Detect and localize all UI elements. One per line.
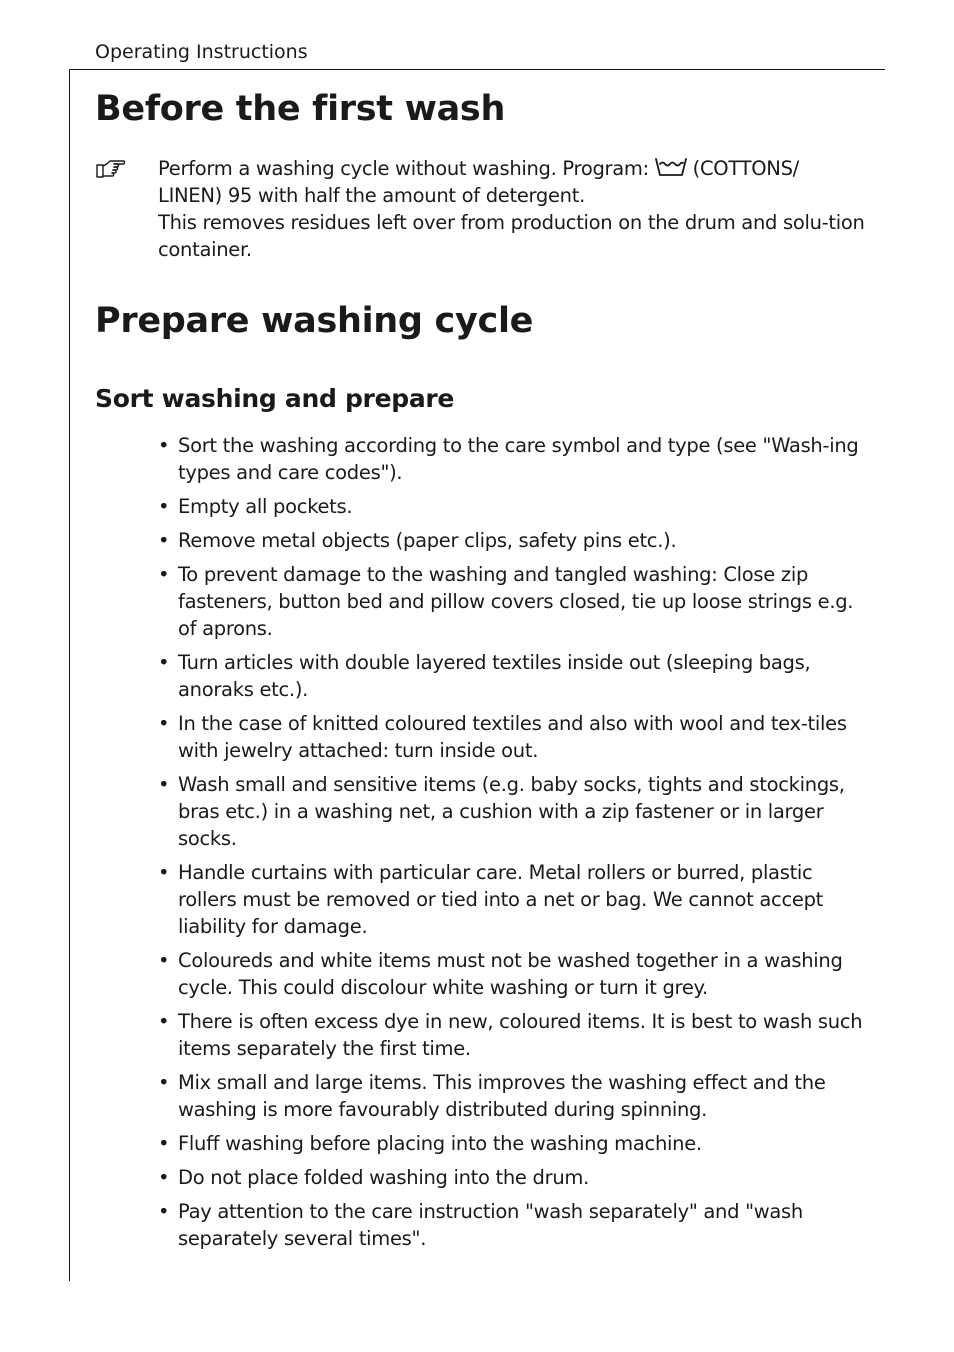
bullet-icon: • (158, 773, 170, 796)
list-item-text: Pay attention to the care instruction "wash separately" and "wash separately several times". (178, 1200, 803, 1250)
bullet-icon: • (158, 861, 170, 884)
list-item (158, 649, 868, 703)
bullet-icon: • (158, 712, 170, 735)
program-text-end: (COTTONS/ LINEN) 95 with half the amount of detergent. (158, 157, 799, 207)
list-item-text: Empty all pockets. (178, 495, 353, 518)
sort-washing-list (158, 432, 868, 1259)
list-item (158, 1069, 868, 1123)
first-wash-instructions (158, 155, 868, 263)
program-text-start: Perform a washing cycle without washing. Program: (158, 157, 655, 180)
bullet-icon: • (158, 495, 170, 518)
list-item (158, 1130, 868, 1157)
margin-rule (69, 69, 70, 1281)
list-item-text: Fluff washing before placing into the washing machine. (178, 1132, 702, 1155)
bullet-icon: • (158, 949, 170, 972)
list-item (158, 561, 868, 642)
bullet-icon: • (158, 434, 170, 457)
list-item-text: Turn articles with double layered textiles inside out (sleeping bags, anoraks etc.). (178, 651, 811, 701)
list-item (158, 1164, 868, 1191)
list-item-text: Remove metal objects (paper clips, safety pins etc.). (178, 529, 677, 552)
heading-before-first-wash: Before the first wash (95, 89, 506, 129)
list-item-text: In the case of knitted coloured textiles and also with wool and tex-tiles with jewelry attached: turn inside out. (178, 712, 847, 762)
list-item-text: Coloureds and white items must not be washed together in a washing cycle. This could discolour white washing or turn it grey. (178, 949, 843, 999)
list-item-text: Do not place folded washing into the drum. (178, 1166, 589, 1189)
list-item (158, 859, 868, 940)
subheading-sort-washing: Sort washing and prepare (95, 384, 455, 413)
bullet-icon: • (158, 651, 170, 674)
list-item (158, 947, 868, 1001)
list-item (158, 432, 868, 486)
heading-prepare-washing-cycle: Prepare washing cycle (95, 301, 534, 341)
list-item (158, 771, 868, 852)
pointing-hand-icon (95, 155, 131, 182)
list-item-text: Sort the washing according to the care symbol and type (see "Wash-ing types and care codes"). (178, 434, 859, 484)
list-item-text: Wash small and sensitive items (e.g. baby socks, tights and stockings, bras etc.) in a washing net, a cushion with a zip fastener or in larger socks. (178, 773, 845, 850)
list-item (158, 710, 868, 764)
bullet-icon: • (158, 563, 170, 586)
list-item-text: Handle curtains with particular care. Metal rollers or burred, plastic rollers must be removed or tied into a net or bag. We cannot accept liability for damage. (178, 861, 824, 938)
wash-tub-icon (655, 157, 687, 177)
bullet-icon: • (158, 1166, 170, 1189)
header-rule (69, 69, 885, 70)
running-header: Operating Instructions (95, 41, 308, 63)
bullet-icon: • (158, 1010, 170, 1033)
list-item-text: There is often excess dye in new, coloured items. It is best to wash such items separately the first time. (178, 1010, 863, 1060)
list-item (158, 1008, 868, 1062)
list-item (158, 1198, 868, 1252)
list-item-text: Mix small and large items. This improves the washing effect and the washing is more favourably distributed during spinning. (178, 1071, 826, 1121)
bullet-icon: • (158, 1071, 170, 1094)
list-item-text: To prevent damage to the washing and tangled washing: Close zip fasteners, button bed and pillow covers closed, tie up loose strings e.g. of aprons. (178, 563, 854, 640)
bullet-icon: • (158, 1132, 170, 1155)
list-item (158, 493, 868, 520)
list-item (158, 527, 868, 554)
residue-explanation: This removes residues left over from production on the drum and solu-tion container. (158, 211, 865, 261)
bullet-icon: • (158, 1200, 170, 1223)
bullet-icon: • (158, 529, 170, 552)
